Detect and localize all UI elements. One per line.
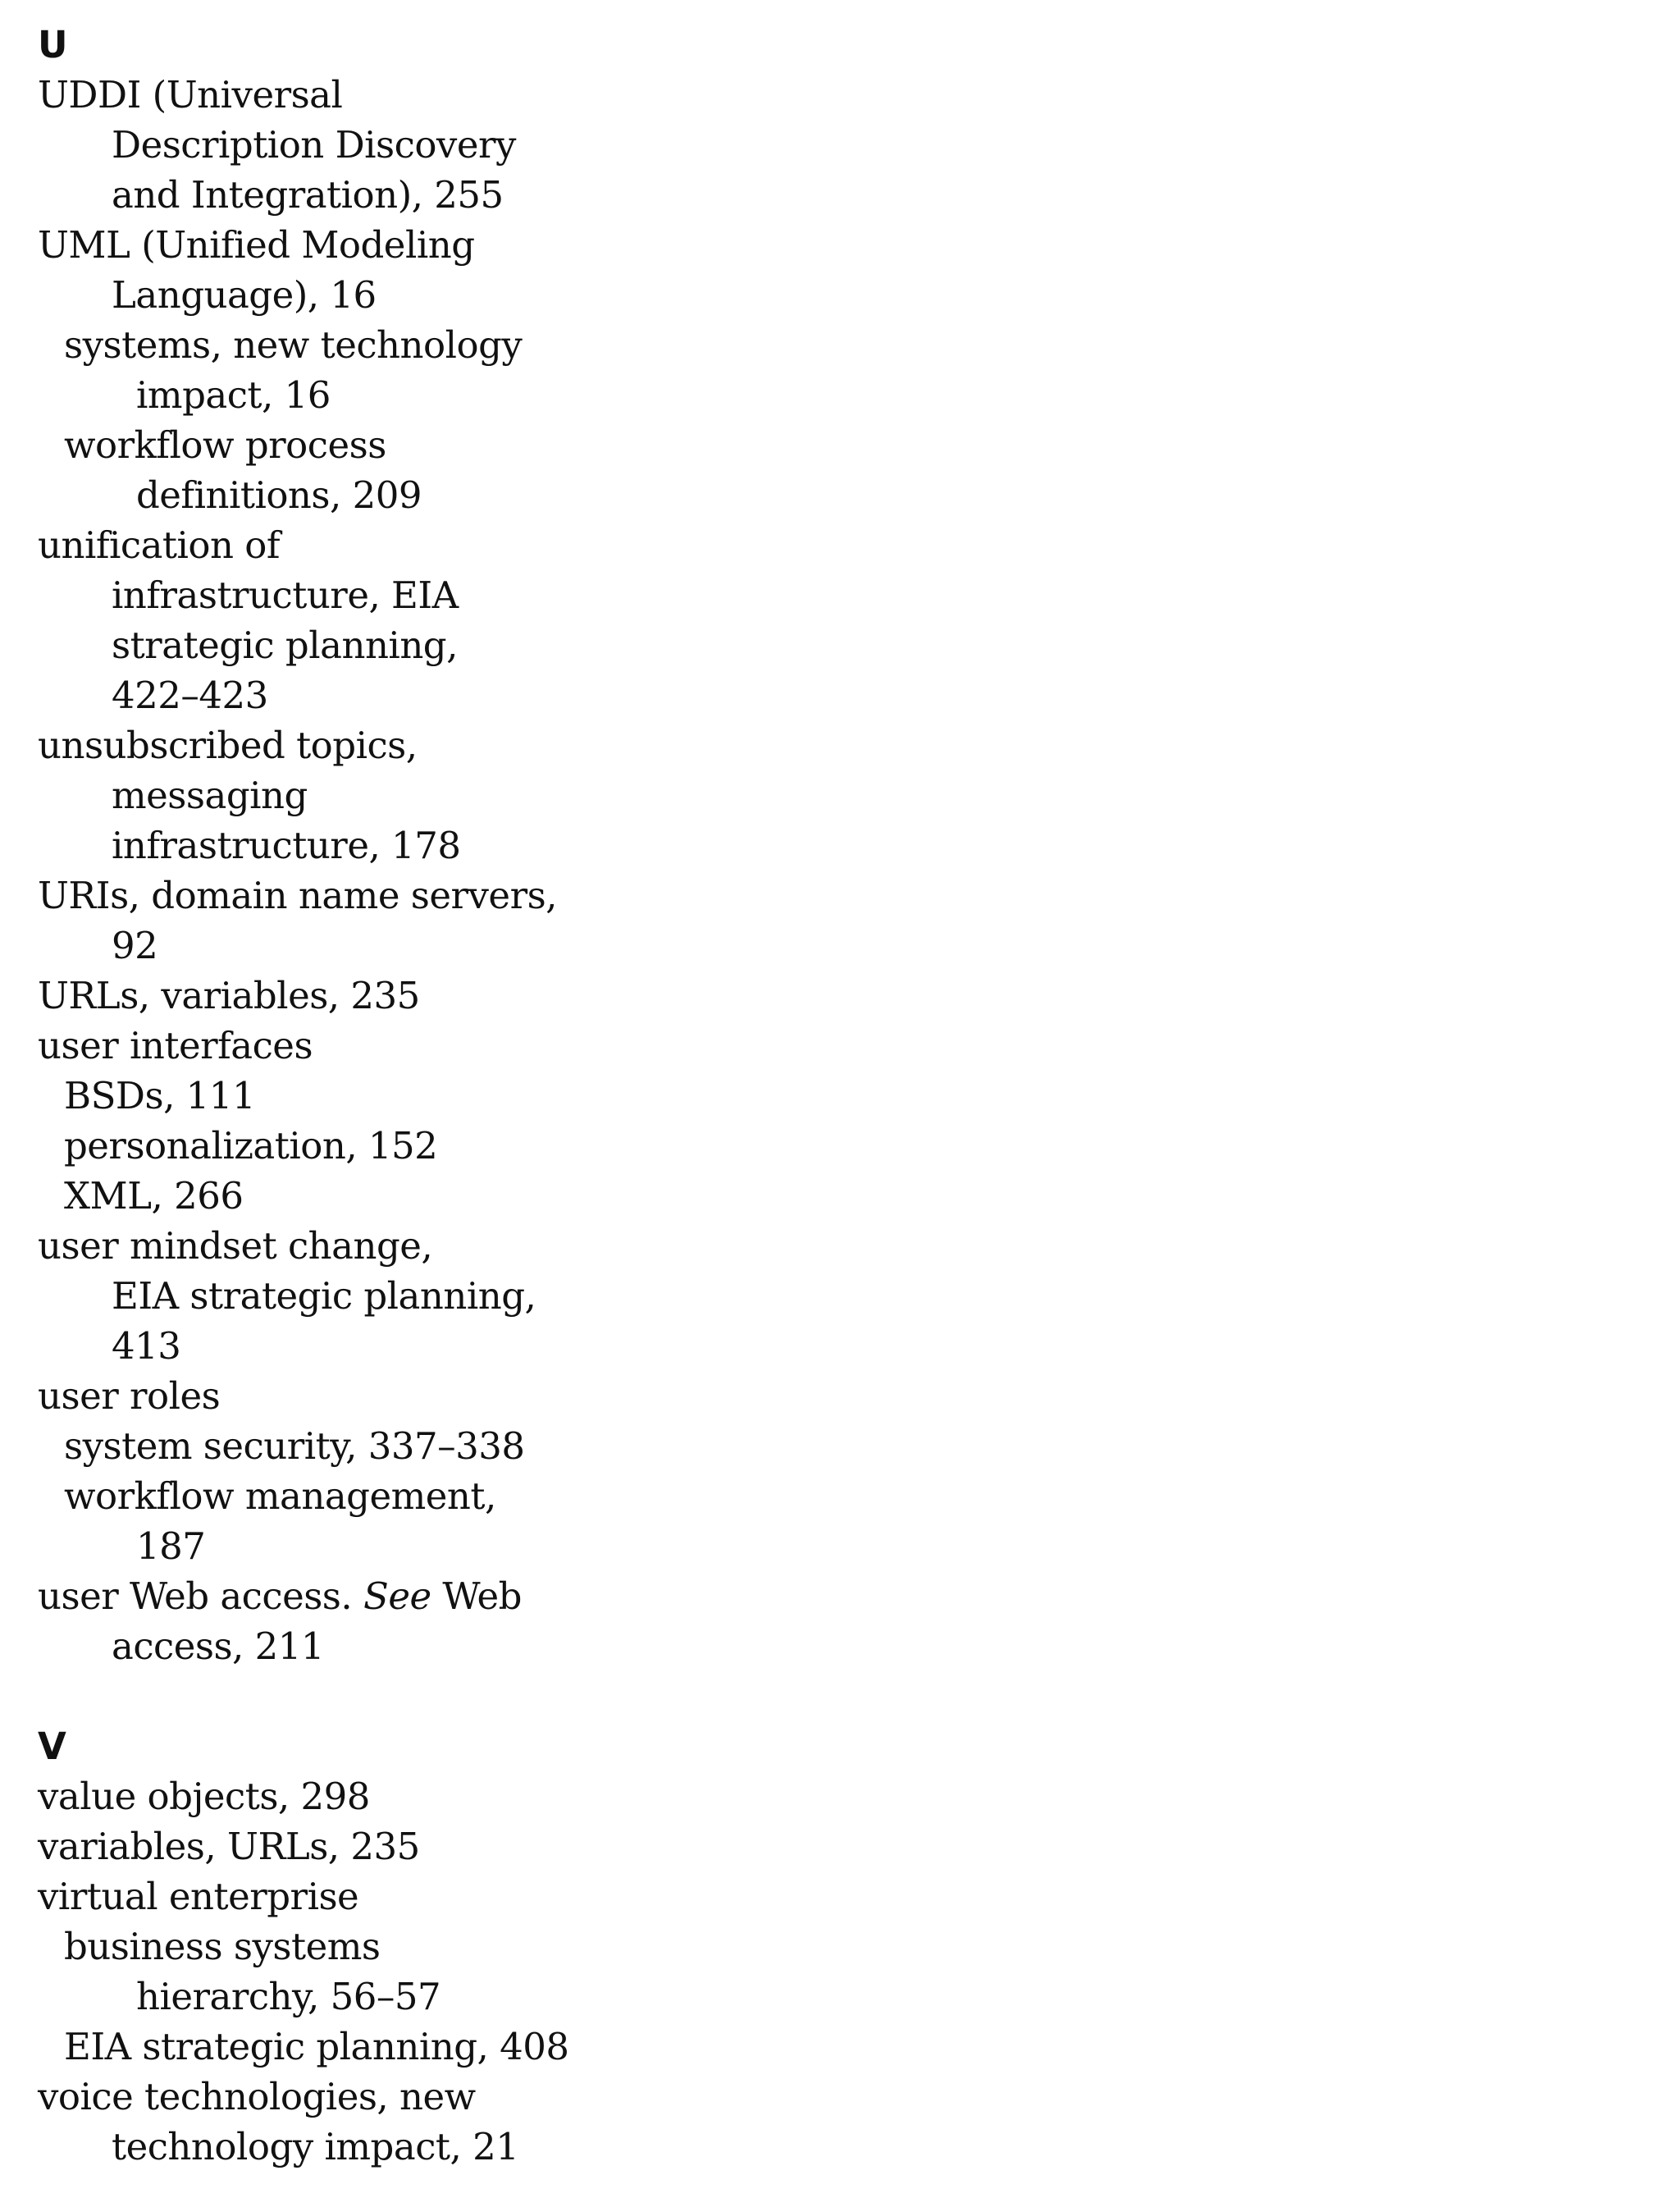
entry-continuation-line: EIA strategic planning, [112, 1274, 536, 1318]
entry-continuation-line: definitions, 209 [136, 473, 422, 517]
index-entry [38, 1821, 1646, 1871]
entry-continuation-line: messaging [112, 774, 308, 817]
entry-term-line: EIA strategic planning, 408 [64, 2025, 569, 2068]
entry-term-line: unsubscribed topics, [38, 724, 418, 767]
entry-term-line: personalization, 152 [64, 1124, 438, 1167]
entry-term-line: unification of [38, 523, 281, 567]
index-entry [38, 1771, 1646, 1821]
section-letter-heading: U [38, 23, 68, 66]
entry-continuation-line: 422–423 [112, 674, 268, 717]
index-entry [38, 220, 1646, 320]
entry-term-line: virtual enterprise [38, 1875, 359, 1918]
entry-term-line: UDDI (Universal [38, 73, 343, 117]
index-section-v [38, 1721, 1646, 2172]
entry-continuation-line: Language), 16 [112, 273, 377, 317]
entry-continuation-line: infrastructure, 178 [112, 824, 461, 867]
entry-term-line: UML (Unified Modeling [38, 223, 475, 267]
index-subentry [38, 420, 1646, 520]
index-subentry [38, 1921, 1646, 2022]
entry-term-line: systems, new technology [64, 323, 523, 367]
entry-continuation-line: and Integration), 255 [112, 173, 504, 217]
index-entry [38, 1021, 1646, 1071]
entry-term-line: variables, URLs, 235 [38, 1825, 420, 1868]
entry-continuation-line: hierarchy, 56–57 [136, 1975, 441, 2018]
entry-continuation-line: 92 [112, 924, 158, 967]
index-entry [38, 971, 1646, 1021]
index-section-u [38, 0, 1646, 1671]
entry-continuation-line: Description Discovery [112, 123, 516, 167]
entry-term-line: voice technologies, new [38, 2075, 476, 2118]
entry-term-line: user mindset change, [38, 1224, 433, 1268]
index-entry [38, 1221, 1646, 1371]
entry-term-line: URLs, variables, 235 [38, 974, 420, 1017]
index-subentry [38, 1171, 1646, 1221]
entry-continuation-line: strategic planning, [112, 624, 458, 667]
index-entry [38, 2072, 1646, 2172]
entry-continuation-line: 413 [112, 1324, 181, 1368]
index-entry [38, 70, 1646, 220]
index-entry [38, 520, 1646, 720]
index-subentry [38, 2022, 1646, 2072]
entry-term-line: user roles [38, 1374, 221, 1418]
index-entry [38, 720, 1646, 870]
index-subentry [38, 1071, 1646, 1121]
see-crossref: See [363, 1574, 431, 1618]
entry-continuation-line: 187 [136, 1524, 206, 1568]
entry-term-line: user interfaces [38, 1024, 313, 1067]
entry-term-line: system security, 337–338 [64, 1424, 525, 1468]
index-subentry [38, 320, 1646, 420]
entry-term-line: value objects, 298 [38, 1775, 370, 1818]
index-entry [38, 870, 1646, 971]
index-subentry [38, 1471, 1646, 1571]
index-entry [38, 1371, 1646, 1421]
index-entry [38, 1871, 1646, 1921]
index-entry [38, 1571, 1646, 1671]
entry-term-line: XML, 266 [64, 1174, 244, 1218]
entry-continuation-line: access, 211 [112, 1624, 325, 1668]
entry-term-line: BSDs, 111 [64, 1074, 256, 1117]
entry-term-line: business systems [64, 1925, 381, 1968]
index-subentry [38, 1121, 1646, 1171]
section-letter-heading: V [38, 1725, 66, 1768]
index-subentry [38, 1421, 1646, 1471]
index-page [38, 0, 1646, 2172]
entry-term-line: URIs, domain name servers, [38, 874, 557, 917]
entry-continuation-line: technology impact, 21 [112, 2125, 519, 2168]
entry-continuation-line: impact, 16 [136, 373, 331, 417]
entry-term-line: user Web access. See Web [38, 1574, 522, 1618]
entry-term-line: workflow process [64, 423, 386, 467]
entry-continuation-line: infrastructure, EIA [112, 573, 459, 617]
entry-term-line: workflow management, [64, 1474, 496, 1518]
